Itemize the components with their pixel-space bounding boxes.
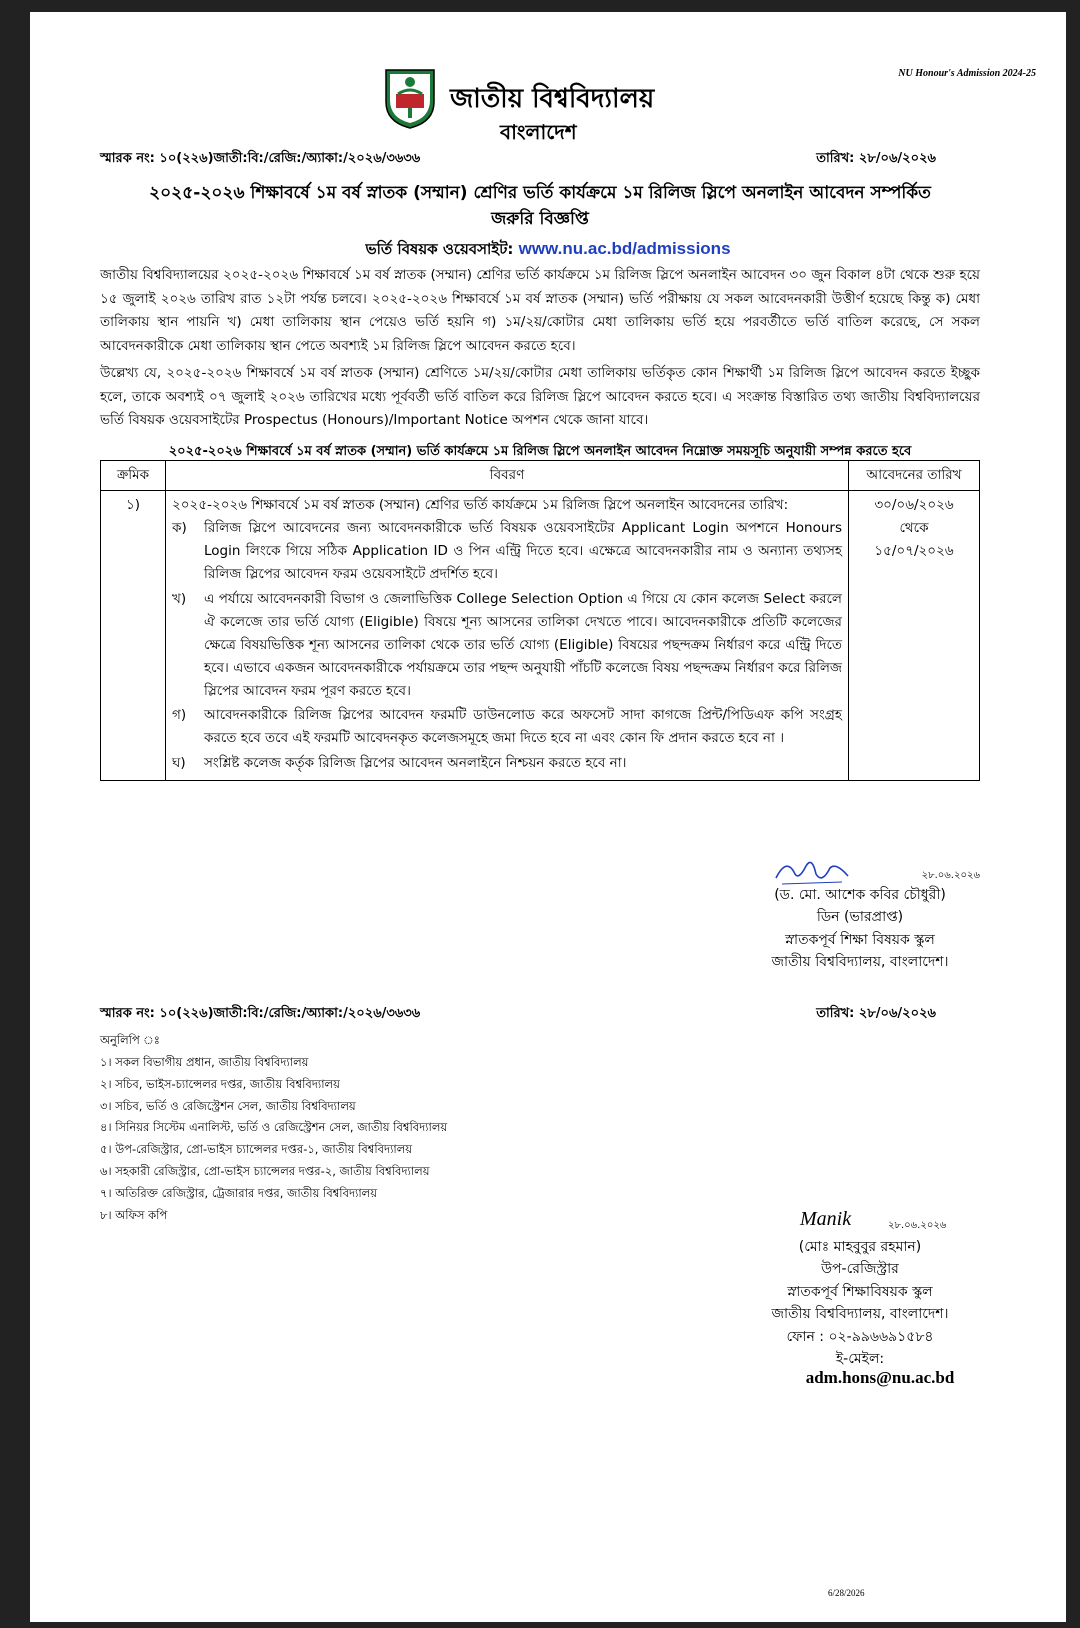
deputy-registrar-block xyxy=(680,1236,1040,1370)
country-name: বাংলাদেশ xyxy=(500,120,577,144)
deputy-registrar-phone: ফোন : ০২-৯৯৬৬৯১৫৮৪ xyxy=(786,1328,934,1345)
row-item-gha xyxy=(172,752,842,775)
row-item-text: আবেদনকারীকে রিলিজ স্লিপের আবেদন ফরমটি ডাউনলোড করে অফসেট সাদা কাগজে প্রিন্ট/পিডিএফ কপি সংগ্রহ করতে হবে তবে এই ফরমটি আবেদনকৃত কলেজসমূহে জমা দিতে হবে না এবং কোন ফি প্রদান করতে হবে না । xyxy=(204,707,842,747)
schedule-table xyxy=(100,460,980,781)
list-item: ৮। অফিস কপি xyxy=(100,1207,168,1222)
row-item-text: সংশ্লিষ্ট কলেজ কর্তৃক রিলিজ স্লিপের আবেদন অনলাইনে নিশ্চয়ন করতে হবে না। xyxy=(204,755,627,772)
copy-reference-number: স্মারক নং: ১০(২২৬)জাতী:বি:/রেজি:/অ্যাকা:/২০২৬/৩৬৩৬ xyxy=(100,1006,421,1021)
deputy-registrar-email-label: ই-মেইল: xyxy=(835,1350,885,1367)
university-logo-icon xyxy=(378,64,442,130)
notice-title-line2: জরুরি বিজ্ঞপ্তি xyxy=(491,209,589,230)
deputy-registrar-signature: Manik xyxy=(800,1208,852,1230)
dean-signature-date: ২৮.০৬.২০২৬ xyxy=(921,870,980,881)
col-description: বিবরণ xyxy=(166,461,849,491)
paragraph-1: জাতীয় বিশ্ববিদ্যালয়ের ২০২৫-২০২৬ শিক্ষাবর্ষে ১ম বর্ষ স্নাতক (সম্মান) শ্রেণির ভর্তি কার্যক্রমে ১ম রিলিজ স্লিপে অনলাইন আবেদন ৩০ জুন বিকাল ৪টা থেকে শুরু হয়ে ১৫ জুলাই ২০২৬ তারিখ রাত ১২টা পর্যন্ত চলবে। ২০২৫-২০২৬ শিক্ষাবর্ষে ১ম বর্ষ স্নাতক (সম্মান) ভর্তি পরীক্ষায় যে সকল আবেদনকারী উত্তীর্ণ হয়েছে কিন্তু ক) মেধা তালিকায় স্থান পায়নি খ) মেধা তালিকায় স্থান পেয়েও ভর্তি হয়নি গ) ১ম/২য়/কোটার মেধা তালিকায় ভর্তি হয়ে পরবর্তীতে ভর্তি বাতিল করেছে, সে সকল আবেদনকারীকে মেধা তালিকায় স্থান পেতে অবশ্যই ১ম রিলিজ স্লিপে আবেদন করতে হবে। xyxy=(100,267,980,354)
list-item: ২। সচিব, ভাইস-চ্যান্সেলর দপ্তর, জাতীয় বিশ্ববিদ্যালয় xyxy=(100,1076,340,1091)
list-item: ১। সকল বিভাগীয় প্রধান, জাতীয় বিশ্ববিদ্যালয় xyxy=(100,1054,309,1069)
table-caption: ২০২৫-২০২৬ শিক্ষাবর্ষে ১ম বর্ষ স্নাতক (সম্মান) ভর্তি কার্যক্রমে ১ম রিলিজ স্লিপে অনলাইন আবেদন নিম্নোক্ত সময়সূচি অনুযায়ী সম্পন্ন করতে হবে xyxy=(168,444,912,459)
copy-date: তারিখ: ২৮/০৬/২০২৬ xyxy=(816,1006,936,1021)
paragraph-2: উল্লেখ্য যে, ২০২৫-২০২৬ শিক্ষাবর্ষে ১ম বর্ষ স্নাতক (সম্মান) শ্রেণিতে ১ম/২য়/কোটার মেধা তালিকায় ভর্তিকৃত কোন শিক্ষার্থী ১ম রিলিজ স্লিপে আবেদন করতে ইচ্ছুক হলে, তাকে অবশ্যই ০৭ জুলাই ২০২৬ তারিখের মধ্যে পূর্ববর্তী ভর্তি বাতিল করে রিলিজ স্লিপে আবেদন করতে হবে। এ সংক্রান্ত বিস্তারিত তথ্য জাতীয় বিশ্ববিদ্যালয়ের ভর্তি বিষয়ক ওয়েবসাইটের Prospectus (Honours)/Important Notice অপশন থেকে জানা যাবে। xyxy=(100,365,980,429)
dean-name: (ড. মো. আশেক কবির চৌধুরী) xyxy=(774,887,946,903)
reference-number: স্মারক নং: ১০(২২৬)জাতী:বি:/রেজি:/অ্যাকা:/২০২৬/৩৬৩৬ xyxy=(100,151,421,166)
list-item: ৭। অতিরিক্ত রেজিস্ট্রার, ট্রেজারার দপ্তর, জাতীয় বিশ্ববিদ্যালয় xyxy=(100,1185,378,1200)
contact-email[interactable]: adm.hons@nu.ac.bd xyxy=(805,1368,955,1387)
deputy-registrar-signature-date: ২৮.০৬.২০২৬ xyxy=(888,1220,947,1231)
list-item: ৩। সচিব, ভর্তি ও রেজিস্ট্রেশন সেল, জাতীয় বিশ্ববিদ্যালয় xyxy=(100,1098,356,1113)
row-serial: ১) xyxy=(101,491,166,781)
list-item: ৫। উপ-রেজিস্ট্রার, প্রো-ভাইস চ্যান্সেলর দপ্তর-১, জাতীয় বিশ্ববিদ্যালয় xyxy=(100,1142,413,1157)
university-name: জাতীয় বিশ্ববিদ্যালয় xyxy=(450,84,655,114)
row-description xyxy=(166,491,849,781)
list-item: ৬। সহকারী রেজিস্ট্রার, প্রো-ভাইস চ্যান্সেলর দপ্তর-২, জাতীয় বিশ্ববিদ্যালয় xyxy=(100,1164,430,1179)
website-link[interactable]: www.nu.ac.bd/admissions xyxy=(518,239,731,258)
date-connector: থেকে xyxy=(899,519,929,536)
row-item-text: এ পর্যায়ে আবেদনকারী বিভাগ ও জেলাভিত্তিক College Selection Option এ গিয়ে যে কোন কলেজ Select করলে ঐ কলেজে তার ভর্তি যোগ্য (Eligible) বিষয়ে শূন্য আসনের তালিকা দেখতে পাবে। আবেদনকারীকে প্রতিটি কলেজের ক্ষেত্রে বিষয়ভিত্তিক শূন্য আসনের তালিকা থেকে তার ভর্তি যোগ্য (Eligible) বিষয়ের পছন্দক্রম নির্ধারণ করে এন্ট্রি দিতে হবে। এভাবে একজন আবেদনকারীকে পর্যায়ক্রমে তার পছন্দ অনুযায়ী পাঁচটি কলেজে বিষয় পছন্দক্রম নির্ধারণ করে রিলিজ স্লিপের আবেদন ফরম পূরণ করতে হবে। xyxy=(204,590,842,699)
dean-institution: জাতীয় বিশ্ববিদ্যালয়, বাংলাদেশ। xyxy=(771,954,949,971)
row-intro: ২০২৫-২০২৬ শিক্ষাবর্ষে ১ম বর্ষ স্নাতক (সম্মান) শ্রেণির ভর্তি কার্যক্রমে ১ম রিলিজ স্লিপে অনলাইন আবেদনের তারিখ: xyxy=(172,497,789,513)
dean-school: স্নাতকপূর্ব শিক্ষা বিষয়ক স্কুল xyxy=(785,931,935,948)
row-item-ka xyxy=(172,517,842,586)
row-item-ga xyxy=(172,704,842,750)
dean-designation: ডিন (ভারপ্রাপ্ত) xyxy=(816,909,904,926)
notice-title-line1: ২০২৫-২০২৬ শিক্ষাবর্ষে ১ম বর্ষ স্নাতক (সম্মান) শ্রেণির ভর্তি কার্যক্রমে ১ম রিলিজ স্লিপে অনলাইন আবেদন সম্পর্কিত xyxy=(149,183,931,203)
deputy-registrar-name: (মোঃ মাহবুবুর রহমান) xyxy=(798,1239,922,1255)
row-item-kha xyxy=(172,588,842,703)
deputy-registrar-school: স্নাতকপূর্ব শিক্ষাবিষয়ক স্কুল xyxy=(787,1283,933,1300)
col-serial: ক্রমিক xyxy=(101,461,166,491)
header-tag: NU Honour's Admission 2024-25 xyxy=(898,68,1036,79)
date-from: ৩০/০৬/২০২৬ xyxy=(874,497,954,513)
list-item: ৪। সিনিয়র সিস্টেম এনালিস্ট, ভর্তি ও রেজিস্ট্রেশন সেল, জাতীয় বিশ্ববিদ্যালয় xyxy=(100,1120,448,1135)
table-header-row xyxy=(101,461,980,491)
website-line xyxy=(30,238,1066,263)
table-row xyxy=(101,491,980,781)
row-item-key: ঘ) xyxy=(172,755,186,772)
date-to: ১৫/০৭/২০২৬ xyxy=(874,542,954,559)
deputy-registrar-designation: উপ-রেজিস্ট্রার xyxy=(821,1261,899,1278)
notice-page xyxy=(30,12,1066,1622)
copy-heading: অনুলিপি ঃ xyxy=(100,1033,160,1047)
website-label: ভর্তি বিষয়ক ওয়েবসাইট: xyxy=(365,240,514,258)
issue-date: তারিখ: ২৮/০৬/২০২৬ xyxy=(816,151,936,166)
deputy-registrar-institution: জাতীয় বিশ্ববিদ্যালয়, বাংলাদেশ। xyxy=(771,1306,949,1323)
row-dates xyxy=(849,491,980,781)
print-date: 6/28/2026 xyxy=(828,1588,865,1598)
copy-list xyxy=(100,1030,447,1227)
notice-title xyxy=(110,180,970,233)
dean-signature-block xyxy=(670,868,1050,974)
row-item-text: রিলিজ স্লিপে আবেদনের জন্য আবেদনকারীকে ভর্তি বিষয়ক ওয়েবসাইটের Applicant Login অপশনে Honours Login লিংকে গিয়ে সঠিক Application ID ও পিন এন্ট্রি দিতে হবে। এক্ষেত্রে আবেদনকারীর নাম ও অন্যান্য তথ্যসহ রিলিজ স্লিপের আবেদন ফরম ওয়েবসাইটে প্রদর্শিত হবে। xyxy=(204,519,842,582)
row-item-key: খ) xyxy=(172,590,187,607)
row-item-key: ক) xyxy=(172,519,187,536)
col-date: আবেদনের তারিখ xyxy=(849,461,980,491)
row-item-key: গ) xyxy=(172,707,187,724)
